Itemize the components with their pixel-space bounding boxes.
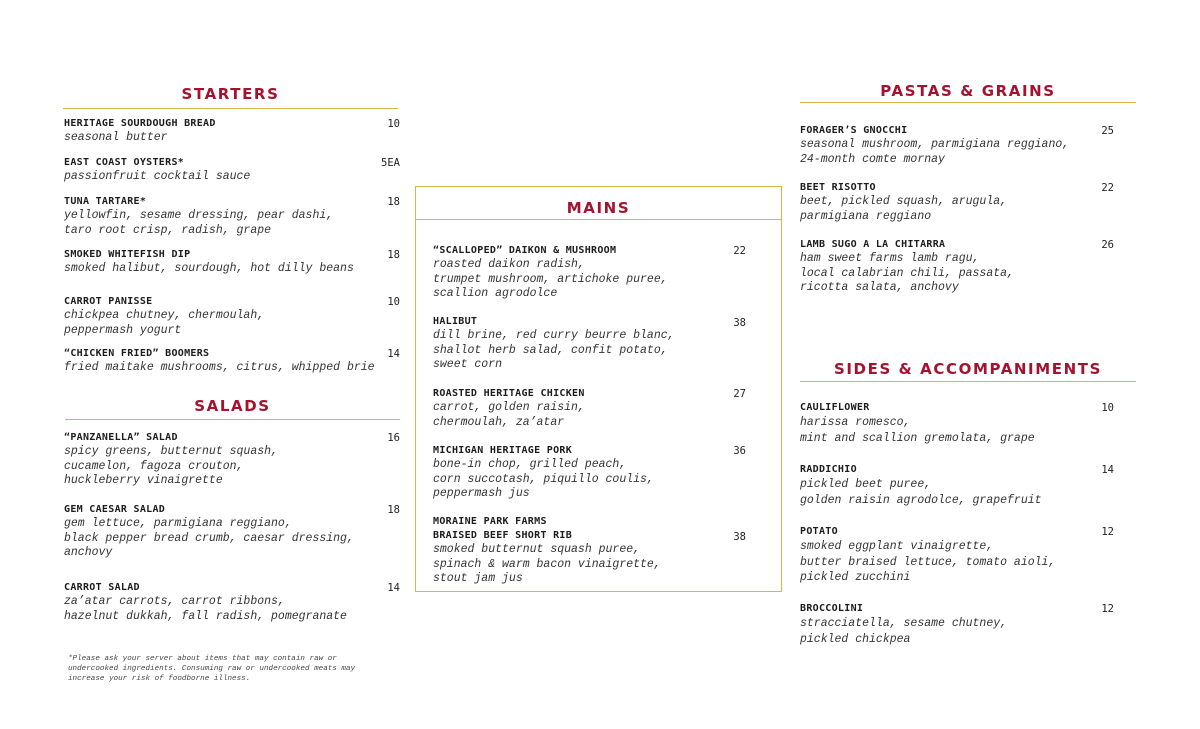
- menu-item: [64, 347, 375, 376]
- item-price: 25: [1101, 125, 1114, 137]
- menu-item: [433, 387, 585, 430]
- item-description: ham sweet farms lamb ragu, local calabrian chili, passata, ricotta salata, anchovy: [800, 252, 1014, 294]
- sides-rule: [800, 381, 1136, 382]
- item-name: BEET RISOTTO: [800, 182, 876, 193]
- menu-item: [64, 581, 347, 624]
- item-description: za’atar carrots, carrot ribbons, hazelnut dukkah, fall radish, pomegranate: [64, 595, 347, 623]
- menu-item: [64, 117, 216, 146]
- item-description: roasted daikon radish, trumpet mushroom, artichoke puree, scallion agrodolce: [433, 258, 668, 300]
- pastas-rule: [800, 102, 1136, 103]
- item-description: seasonal butter: [64, 131, 168, 144]
- item-name: HERITAGE SOURDOUGH BREAD: [64, 118, 216, 129]
- item-price: 14: [1101, 464, 1114, 476]
- menu-item: [800, 238, 1014, 296]
- item-price: 12: [1101, 526, 1114, 538]
- raw-food-disclaimer: *Please ask your server about items that may contain raw or undercooked ingredients. Consuming raw or undercooked meats may increase your risk of foodborne illness.: [68, 655, 356, 683]
- item-name: GEM CAESAR SALAD: [64, 504, 166, 515]
- item-name: HALIBUT: [433, 316, 478, 327]
- item-name: MICHIGAN HERITAGE PORK: [433, 445, 573, 456]
- salads-heading: SALADS: [194, 397, 271, 415]
- item-description: beet, pickled squash, arugula, parmigiana reggiano: [800, 195, 1008, 223]
- menu-item: [433, 315, 675, 373]
- menu-item: [800, 463, 1042, 508]
- mains-heading: MAINS: [566, 199, 631, 217]
- item-price: 22: [1101, 182, 1114, 194]
- item-price: 18: [387, 504, 400, 516]
- item-price: 14: [387, 582, 400, 594]
- item-price: 14: [387, 348, 400, 360]
- item-price: 38: [733, 317, 746, 329]
- item-price: 22: [733, 245, 746, 257]
- item-name: “CHICKEN FRIED” BOOMERS: [64, 348, 210, 359]
- item-price: 18: [387, 249, 400, 261]
- menu-item: [64, 195, 333, 238]
- item-name: LAMB SUGO A LA CHITARRA: [800, 239, 946, 250]
- item-name: EAST COAST OYSTERS*: [64, 157, 185, 168]
- item-price: 16: [387, 432, 400, 444]
- sides-heading: SIDES & ACCOMPANIMENTS: [833, 360, 1103, 378]
- menu-item: [64, 431, 278, 489]
- item-name: CAULIFLOWER: [800, 402, 870, 413]
- menu-item: [800, 525, 1055, 586]
- item-name: SMOKED WHITEFISH DIP: [64, 249, 191, 260]
- menu-item: [800, 602, 1007, 647]
- item-description: carrot, golden raisin, chermoulah, za’atar: [433, 401, 585, 429]
- item-description: seasonal mushroom, parmigiana reggiano, 24-month comte mornay: [800, 138, 1070, 166]
- item-description: smoked eggplant vinaigrette, butter braised lettuce, tomato aioli, pickled zucchini: [800, 540, 1056, 584]
- item-price: 18: [387, 196, 400, 208]
- item-description: passionfruit cocktail sauce: [64, 170, 251, 183]
- menu-item: [64, 248, 354, 277]
- item-name: FORAGER’S GNOCCHI: [800, 125, 908, 136]
- item-price: 36: [733, 445, 746, 457]
- item-description: pickled beet puree, golden raisin agrodolce, grapefruit: [800, 478, 1042, 507]
- menu-item: [433, 444, 654, 502]
- menu-item: [800, 401, 1035, 446]
- item-name: CARROT PANISSE: [64, 296, 153, 307]
- item-description: smoked butternut squash puree, spinach & warm bacon vinaigrette, stout jam jus: [433, 543, 661, 585]
- item-price: 10: [1101, 402, 1114, 414]
- pastas-heading: PASTAS & GRAINS: [880, 82, 1056, 100]
- menu-item: [433, 244, 668, 302]
- menu-item: [800, 124, 1069, 167]
- item-description: yellowfin, sesame dressing, pear dashi, taro root crisp, radish, grape: [64, 209, 334, 237]
- item-name: “PANZANELLA” SALAD: [64, 432, 178, 443]
- item-price: 26: [1101, 239, 1114, 251]
- menu-item: [800, 181, 1007, 224]
- item-description: bone-in chop, grilled peach, corn succotash, piquillo coulis, peppermash jus: [433, 458, 654, 500]
- salads-rule: [65, 419, 400, 420]
- menu-item: [64, 295, 264, 338]
- item-price: 27: [733, 388, 746, 400]
- item-description: smoked halibut, sourdough, hot dilly beans: [64, 262, 354, 275]
- item-price: 10: [387, 296, 400, 308]
- item-description: fried maitake mushrooms, citrus, whipped brie: [64, 361, 375, 374]
- item-price: 38: [733, 531, 746, 543]
- item-name: MORAINE PARK FARMS BRAISED BEEF SHORT RIB: [433, 516, 573, 541]
- item-price: 10: [387, 118, 400, 130]
- item-name: RADDICHIO: [800, 464, 857, 475]
- menu-item: [64, 503, 354, 561]
- item-name: BROCCOLINI: [800, 603, 864, 614]
- mains-rule: [416, 219, 781, 220]
- item-name: “SCALLOPED” DAIKON & MUSHROOM: [433, 245, 617, 256]
- item-name: POTATO: [800, 526, 838, 537]
- starters-rule: [63, 108, 398, 109]
- item-name: ROASTED HERITAGE CHICKEN: [433, 388, 585, 399]
- item-description: stracciatella, sesame chutney, pickled chickpea: [800, 617, 1008, 646]
- item-description: spicy greens, butternut squash, cucamelon, fagoza crouton, huckleberry vinaigrette: [64, 445, 278, 487]
- item-price: 5EA: [381, 157, 400, 169]
- item-name: TUNA TARTARE*: [64, 196, 147, 207]
- item-name: CARROT SALAD: [64, 582, 140, 593]
- menu-item: [64, 156, 250, 185]
- menu-item: [433, 515, 661, 587]
- item-description: chickpea chutney, chermoulah, peppermash yogurt: [64, 309, 265, 337]
- starters-heading: STARTERS: [181, 85, 280, 103]
- item-description: dill brine, red curry beurre blanc, shallot herb salad, confit potato, sweet corn: [433, 329, 675, 371]
- item-price: 12: [1101, 603, 1114, 615]
- item-description: gem lettuce, parmigiana reggiano, black pepper bread crumb, caesar dressing, anchovy: [64, 517, 354, 559]
- item-description: harissa romesco, mint and scallion gremolata, grape: [800, 416, 1035, 445]
